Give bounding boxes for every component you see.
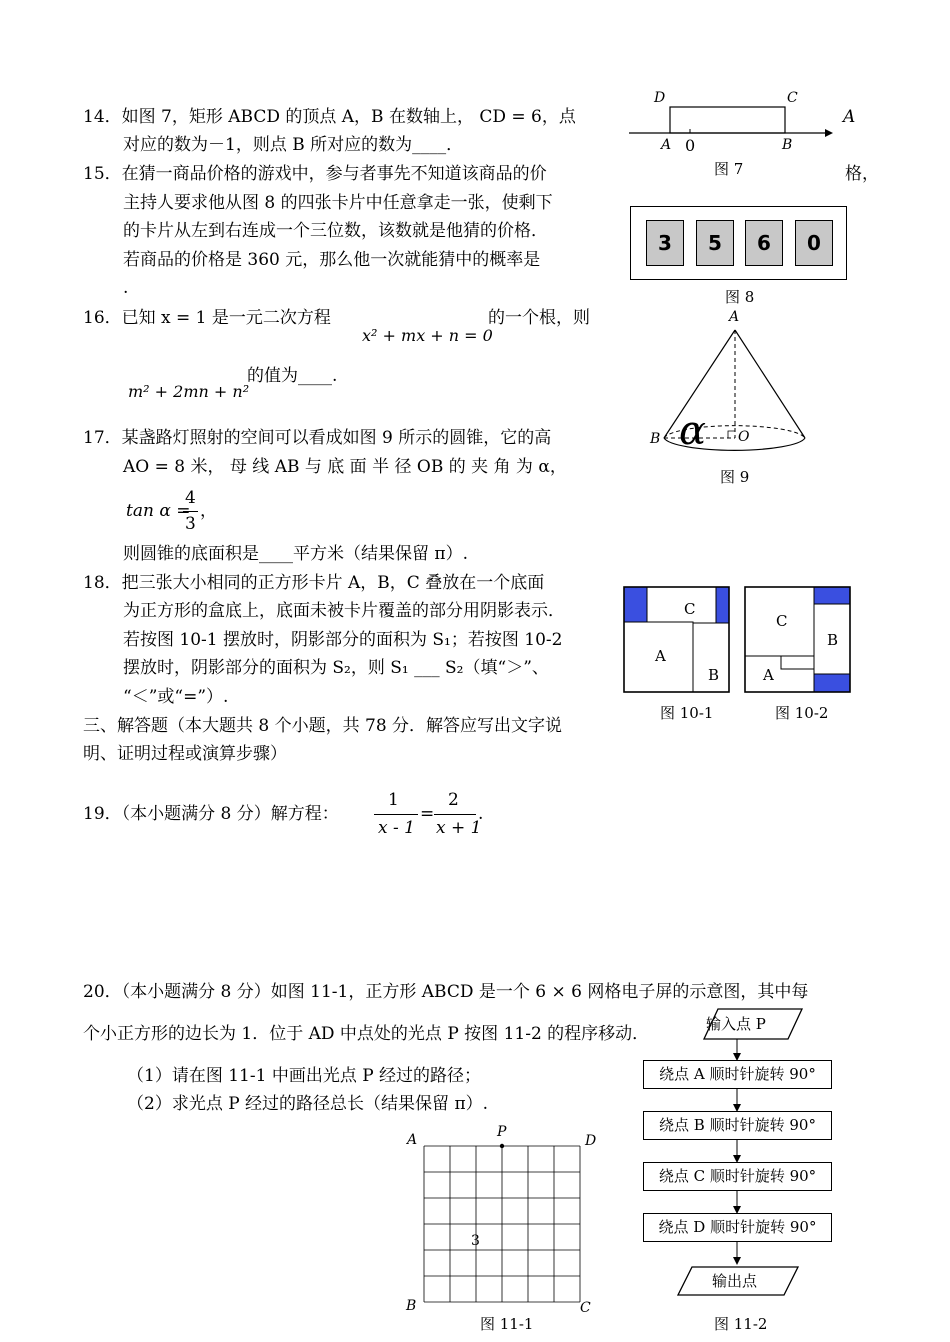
fig11-1-grid	[424, 1146, 584, 1306]
fig10-2-caption: 图 10-2	[775, 704, 829, 722]
q17-tan-tail: ，	[200, 501, 217, 521]
q16-line1b: 的一个根，则	[488, 308, 590, 328]
q20-sub2: （2）求光点 P 经过的路径总长（结果保留 π）.	[127, 1094, 489, 1114]
q17-line4: 则圆锥的底面积是____平方米（结果保留 π）.	[123, 544, 468, 564]
q17-line1: 17．某盏路灯照射的空间可以看成如图 9 所示的圆锥，它的高	[83, 428, 552, 448]
fig11-2-flowchart-lines	[640, 1005, 840, 1305]
fig9-cone	[650, 325, 820, 455]
fig10-1-caption: 图 10-1	[660, 704, 714, 722]
q14-line2: 对应的数为－1，则点 B 所对应的数为____．	[123, 135, 464, 155]
q19-tail: .	[478, 804, 484, 824]
fig7-label-D: D	[654, 90, 666, 106]
flowchart-step: 绕点 A 顺时针旋转 90°	[643, 1060, 832, 1089]
section3-line2: 明、证明过程或演算步骤）	[83, 744, 287, 764]
fig10-1-label-A: A	[655, 647, 666, 665]
q16-equation: x² + mx + n = 0	[362, 326, 493, 345]
q20-sub1: （1）请在图 11-1 中画出光点 P 经过的路径；	[127, 1066, 482, 1086]
fig7-label-A: A	[661, 137, 672, 153]
fig11-1-grid-mark: 3	[471, 1233, 480, 1249]
q20-line2: 个小正方形的边长为 1．位于 AD 中点处的光点 P 按图 11-2 的程序移动．	[83, 1024, 650, 1044]
q17-line2: AO = 8 米， 母 线 AB 与 底 面 半 径 OB 的 夹 角 为 α，	[123, 457, 567, 477]
q16-line2: 的值为____.	[247, 366, 338, 386]
q16-line1a: 16．已知 x = 1 是一元二次方程	[83, 308, 331, 328]
fig7-label-zero: 0	[685, 136, 696, 155]
fig11-1-label-A: A	[407, 1132, 418, 1148]
fig9-alpha: α	[679, 408, 707, 454]
q17-tan-lhs: tan α =	[126, 501, 191, 521]
q18-line5: “＜”或“=”）.	[123, 687, 229, 707]
q15-line3: 的卡片从左到右连成一个三位数，该数就是他猜的价格．	[123, 221, 548, 241]
q19-lhs-denominator: x - 1	[378, 818, 415, 838]
fig11-1-label-B: B	[406, 1298, 417, 1314]
fig10-2-label-C: C	[776, 612, 788, 630]
flowchart-output-step: 输出点	[712, 1272, 758, 1290]
q14-side-label: A	[843, 107, 856, 127]
fig9-label-A: A	[729, 309, 740, 325]
fig11-1-label-P: P	[497, 1124, 507, 1140]
q18-line2: 为正方形的盒底上，底面未被卡片覆盖的部分用阴影表示．	[123, 601, 565, 621]
fig8-card: 3	[646, 220, 684, 266]
q18-line4: 摆放时，阴影部分的面积为 S₂，则 S₁ ___ S₂（填“＞”、	[123, 658, 549, 678]
q14-line1: 14．如图 7，矩形 ABCD 的顶点 A，B 在数轴上， CD = 6，点	[83, 107, 576, 127]
q19-rhs-numerator: 2	[448, 790, 459, 810]
q17-tan-denominator: 3	[185, 514, 196, 534]
q18-line1: 18．把三张大小相同的正方形卡片 A，B，C 叠放在一个底面	[83, 573, 545, 593]
fig7-label-B: B	[782, 137, 793, 153]
fig11-2-caption: 图 11-2	[714, 1315, 768, 1333]
fig11-1-caption: 图 11-1	[480, 1315, 534, 1333]
section3-line1: 三、解答题（本大题共 8 个小题，共 78 分．解答应写出文字说	[83, 716, 563, 736]
q19-prefix: 19．（本小题满分 8 分）解方程：	[83, 804, 339, 824]
q18-line3: 若按图 10-1 摆放时，阴影部分的面积为 S₁；若按图 10-2	[123, 630, 563, 650]
q15-line2: 主持人要求他从图 8 的四张卡片中任意拿走一张，使剩下	[123, 193, 553, 213]
fig7-label-C: C	[787, 90, 798, 106]
flowchart-input-step: 输入点 P	[706, 1015, 766, 1033]
fig9-label-O: O	[738, 429, 750, 445]
fig10-1-label-C: C	[684, 600, 696, 618]
flowchart-step: 绕点 C 顺时针旋转 90°	[643, 1162, 832, 1191]
fig8-caption: 图 8	[725, 288, 755, 306]
fig7-caption: 图 7	[714, 160, 744, 178]
fig8-card: 0	[795, 220, 833, 266]
fig8-card: 5	[696, 220, 734, 266]
flowchart-step: 绕点 B 顺时针旋转 90°	[643, 1111, 832, 1140]
fig9-caption: 图 9	[720, 468, 750, 486]
q15-line5: .	[123, 278, 129, 298]
fig11-1-label-D: D	[585, 1133, 597, 1149]
q15-line1: 15．在猜一商品价格的游戏中，参与者事先不知道该商品的价	[83, 164, 547, 184]
q15-side-text: 格，	[845, 164, 879, 184]
q19-lhs-numerator: 1	[388, 790, 399, 810]
fig11-1-label-C: C	[580, 1300, 591, 1316]
q16-expression: m² + 2mn + n²	[128, 382, 250, 401]
fig9-label-B: B	[650, 431, 661, 447]
fig10-1-label-B: B	[708, 666, 720, 684]
q20-line1: 20．（本小题满分 8 分）如图 11-1，正方形 ABCD 是一个 6 × 6 网格电子屏的示意图，其中每	[83, 982, 809, 1002]
fig10-2-label-B: B	[827, 631, 839, 649]
fig10-2-label-A: A	[763, 666, 774, 684]
fig8-card: 6	[745, 220, 783, 266]
q17-tan-numerator: 4	[185, 488, 196, 508]
flowchart-step: 绕点 D 顺时针旋转 90°	[643, 1213, 832, 1242]
q19-equals: =	[420, 804, 435, 824]
q15-line4: 若商品的价格是 360 元，那么他一次就能猜中的概率是	[123, 250, 541, 270]
q19-rhs-denominator: x + 1	[436, 818, 482, 838]
